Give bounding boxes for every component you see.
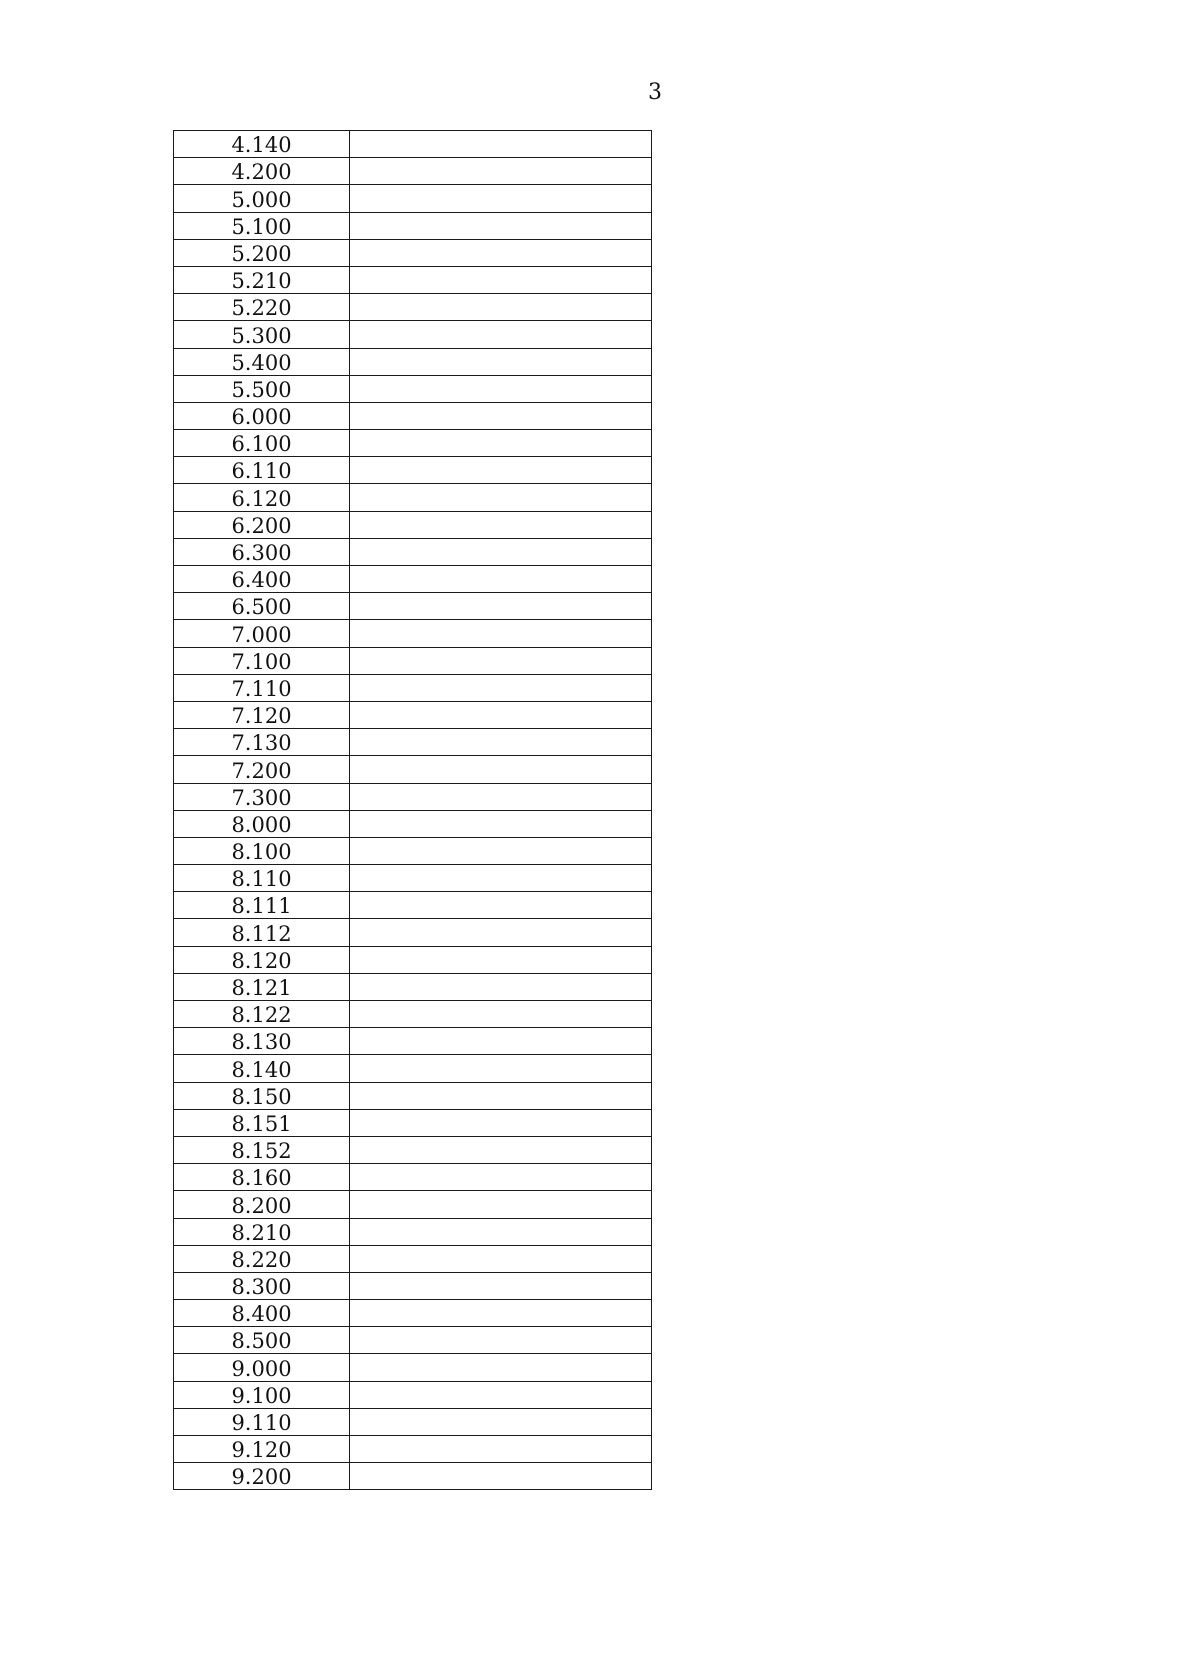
table-row bbox=[174, 810, 652, 837]
value-cell bbox=[350, 294, 652, 321]
value-cell bbox=[350, 158, 652, 185]
code-cell: 8.130 bbox=[174, 1028, 350, 1055]
table-row bbox=[174, 1055, 652, 1082]
table-row bbox=[174, 593, 652, 620]
value-cell bbox=[350, 1136, 652, 1163]
value-cell bbox=[350, 321, 652, 348]
code-cell: 5.000 bbox=[174, 185, 350, 212]
value-cell bbox=[350, 973, 652, 1000]
table-row bbox=[174, 1381, 652, 1408]
value-cell bbox=[350, 375, 652, 402]
value-cell bbox=[350, 566, 652, 593]
table-row bbox=[174, 321, 652, 348]
table-row bbox=[174, 837, 652, 864]
table-row bbox=[174, 865, 652, 892]
table-row bbox=[174, 131, 652, 158]
table-row bbox=[174, 647, 652, 674]
table-row bbox=[174, 158, 652, 185]
code-cell: 6.400 bbox=[174, 566, 350, 593]
table-row bbox=[174, 701, 652, 728]
table-row bbox=[174, 1245, 652, 1272]
value-cell bbox=[350, 1408, 652, 1435]
value-cell bbox=[350, 783, 652, 810]
code-cell: 8.122 bbox=[174, 1001, 350, 1028]
value-cell bbox=[350, 1218, 652, 1245]
code-cell: 8.160 bbox=[174, 1164, 350, 1191]
value-cell bbox=[350, 729, 652, 756]
code-cell: 8.400 bbox=[174, 1300, 350, 1327]
value-cell bbox=[350, 1463, 652, 1490]
code-table bbox=[173, 130, 652, 1490]
value-cell bbox=[350, 946, 652, 973]
table-row bbox=[174, 620, 652, 647]
table-row bbox=[174, 511, 652, 538]
code-cell: 8.120 bbox=[174, 946, 350, 973]
value-cell bbox=[350, 430, 652, 457]
code-cell: 9.000 bbox=[174, 1354, 350, 1381]
code-cell: 9.100 bbox=[174, 1381, 350, 1408]
code-cell: 8.111 bbox=[174, 892, 350, 919]
value-cell bbox=[350, 756, 652, 783]
table-row bbox=[174, 1272, 652, 1299]
table-row bbox=[174, 212, 652, 239]
code-cell: 7.120 bbox=[174, 701, 350, 728]
table-row bbox=[174, 1136, 652, 1163]
code-cell: 8.140 bbox=[174, 1055, 350, 1082]
code-cell: 9.200 bbox=[174, 1463, 350, 1490]
value-cell bbox=[350, 1327, 652, 1354]
code-cell: 9.120 bbox=[174, 1436, 350, 1463]
table-row bbox=[174, 294, 652, 321]
code-cell: 7.110 bbox=[174, 674, 350, 701]
value-cell bbox=[350, 484, 652, 511]
code-cell: 6.110 bbox=[174, 457, 350, 484]
table-row bbox=[174, 729, 652, 756]
code-cell: 4.200 bbox=[174, 158, 350, 185]
code-table-body bbox=[174, 131, 652, 1490]
table-row bbox=[174, 1354, 652, 1381]
code-cell: 5.400 bbox=[174, 348, 350, 375]
value-cell bbox=[350, 647, 652, 674]
value-cell bbox=[350, 1354, 652, 1381]
code-cell: 7.200 bbox=[174, 756, 350, 783]
table-row bbox=[174, 566, 652, 593]
value-cell bbox=[350, 266, 652, 293]
table-row bbox=[174, 348, 652, 375]
value-cell bbox=[350, 620, 652, 647]
value-cell bbox=[350, 1381, 652, 1408]
value-cell bbox=[350, 1028, 652, 1055]
page-number: 3 bbox=[648, 80, 662, 105]
table-row bbox=[174, 1191, 652, 1218]
value-cell bbox=[350, 348, 652, 375]
code-cell: 6.500 bbox=[174, 593, 350, 620]
table-row bbox=[174, 538, 652, 565]
value-cell bbox=[350, 239, 652, 266]
code-cell: 7.100 bbox=[174, 647, 350, 674]
value-cell bbox=[350, 457, 652, 484]
value-cell bbox=[350, 511, 652, 538]
code-cell: 8.200 bbox=[174, 1191, 350, 1218]
value-cell bbox=[350, 593, 652, 620]
code-cell: 6.000 bbox=[174, 402, 350, 429]
table-row bbox=[174, 1082, 652, 1109]
table-row bbox=[174, 783, 652, 810]
code-cell: 8.112 bbox=[174, 919, 350, 946]
value-cell bbox=[350, 837, 652, 864]
code-cell: 6.200 bbox=[174, 511, 350, 538]
value-cell bbox=[350, 1300, 652, 1327]
value-cell bbox=[350, 1436, 652, 1463]
table-row bbox=[174, 1218, 652, 1245]
code-cell: 6.100 bbox=[174, 430, 350, 457]
value-cell bbox=[350, 402, 652, 429]
table-row bbox=[174, 1109, 652, 1136]
code-cell: 8.110 bbox=[174, 865, 350, 892]
code-cell: 8.000 bbox=[174, 810, 350, 837]
value-cell bbox=[350, 919, 652, 946]
value-cell bbox=[350, 1245, 652, 1272]
value-cell bbox=[350, 1082, 652, 1109]
value-cell bbox=[350, 892, 652, 919]
code-cell: 8.151 bbox=[174, 1109, 350, 1136]
code-cell: 5.210 bbox=[174, 266, 350, 293]
table-row bbox=[174, 1436, 652, 1463]
table-row bbox=[174, 1028, 652, 1055]
code-cell: 7.000 bbox=[174, 620, 350, 647]
code-cell: 5.300 bbox=[174, 321, 350, 348]
value-cell bbox=[350, 1001, 652, 1028]
value-cell bbox=[350, 1164, 652, 1191]
table-row bbox=[174, 892, 652, 919]
value-cell bbox=[350, 1272, 652, 1299]
table-row bbox=[174, 1408, 652, 1435]
value-cell bbox=[350, 212, 652, 239]
code-cell: 8.152 bbox=[174, 1136, 350, 1163]
code-cell: 5.500 bbox=[174, 375, 350, 402]
code-cell: 8.500 bbox=[174, 1327, 350, 1354]
table-row bbox=[174, 1463, 652, 1490]
code-cell: 8.121 bbox=[174, 973, 350, 1000]
table-row bbox=[174, 1001, 652, 1028]
table-row bbox=[174, 674, 652, 701]
value-cell bbox=[350, 1191, 652, 1218]
table-row bbox=[174, 919, 652, 946]
value-cell bbox=[350, 538, 652, 565]
code-cell: 8.300 bbox=[174, 1272, 350, 1299]
table-row bbox=[174, 973, 652, 1000]
code-cell: 7.130 bbox=[174, 729, 350, 756]
table-row bbox=[174, 457, 652, 484]
table-row bbox=[174, 402, 652, 429]
code-cell: 6.120 bbox=[174, 484, 350, 511]
table-row bbox=[174, 239, 652, 266]
code-cell: 4.140 bbox=[174, 131, 350, 158]
value-cell bbox=[350, 131, 652, 158]
value-cell bbox=[350, 185, 652, 212]
table-row bbox=[174, 1300, 652, 1327]
table-row bbox=[174, 946, 652, 973]
code-cell: 7.300 bbox=[174, 783, 350, 810]
value-cell bbox=[350, 1055, 652, 1082]
code-cell: 9.110 bbox=[174, 1408, 350, 1435]
table-row bbox=[174, 430, 652, 457]
code-cell: 8.150 bbox=[174, 1082, 350, 1109]
value-cell bbox=[350, 701, 652, 728]
code-cell: 5.200 bbox=[174, 239, 350, 266]
table-row bbox=[174, 375, 652, 402]
code-cell: 5.100 bbox=[174, 212, 350, 239]
table-row bbox=[174, 1164, 652, 1191]
table-row bbox=[174, 1327, 652, 1354]
code-cell: 8.220 bbox=[174, 1245, 350, 1272]
value-cell bbox=[350, 865, 652, 892]
code-cell: 8.100 bbox=[174, 837, 350, 864]
value-cell bbox=[350, 810, 652, 837]
code-cell: 6.300 bbox=[174, 538, 350, 565]
table-row bbox=[174, 756, 652, 783]
value-cell bbox=[350, 674, 652, 701]
code-cell: 8.210 bbox=[174, 1218, 350, 1245]
code-cell: 5.220 bbox=[174, 294, 350, 321]
table-row bbox=[174, 266, 652, 293]
table-row bbox=[174, 185, 652, 212]
table-row bbox=[174, 484, 652, 511]
value-cell bbox=[350, 1109, 652, 1136]
